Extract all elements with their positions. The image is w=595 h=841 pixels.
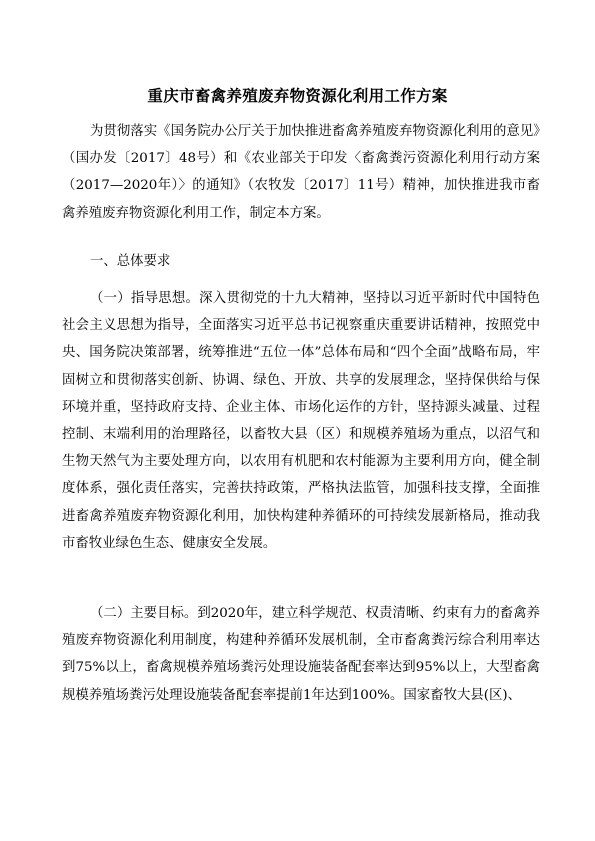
guiding-thought-paragraph: （一）指导思想。深入贯彻党的十九大精神，坚持以习近平新时代中国特色社会主义思想为指导，全面落实习近平总书记视察重庆重要讲话精神，按照党中央、国务院决策部署，统筹推进“五位一体”总体布局和“四个全面”战略布局，牢固树立和贯彻落实创新、协调、绿色、开放、共享的发展理念，坚持保供给与保环境并重，坚持政府支持、企业主体、市场化运作的方针，坚持源头减量、过程控制、末端利用的治理路径，以畜牧大县（区）和规模养殖场为重点，以沼气和生物天然气为主要处理方向，以农用有机肥和农村能源为主要利用方向，健全制度体系，强化责任落实，完善扶持政策，严格执法监管，加强科技支撑，全面推进畜禽养殖废弃物资源化利用，加快构建种养循环的可持续发展新格局，推动我市畜牧业绿色生态、健康安全发展。: [62, 291, 540, 551]
intro-paragraph: 为贯彻落实《国务院办公厅关于加快推进畜禽养殖废弃物资源化利用的意见》（国办发〔2017〕48号）和《农业部关于印发〈畜禽粪污资源化利用行动方案（2017—2020年）〉的通知》（农牧发〔2017〕11号）精神，加快推进我市畜禽养殖废弃物资源化利用工作，制定本方案。: [62, 124, 540, 221]
section-heading-general-requirements: 一、总体要求: [90, 254, 171, 269]
main-goals-paragraph: （二）主要目标。到2020年，建立科学规范、权责清晰、约束有力的畜禽养殖废弃物资源化利用制度，构建种养循环发展机制，全市畜禽粪污综合利用率达到75%以上，畜禽规模养殖场粪污处理设施装备配套率达到95%以上，大型畜禽规模养殖场粪污处理设施装备配套率提前1年达到100%。国家畜牧大县(区)、: [62, 606, 540, 703]
document-title: 重庆市畜禽养殖废弃物资源化利用工作方案: [147, 87, 448, 105]
